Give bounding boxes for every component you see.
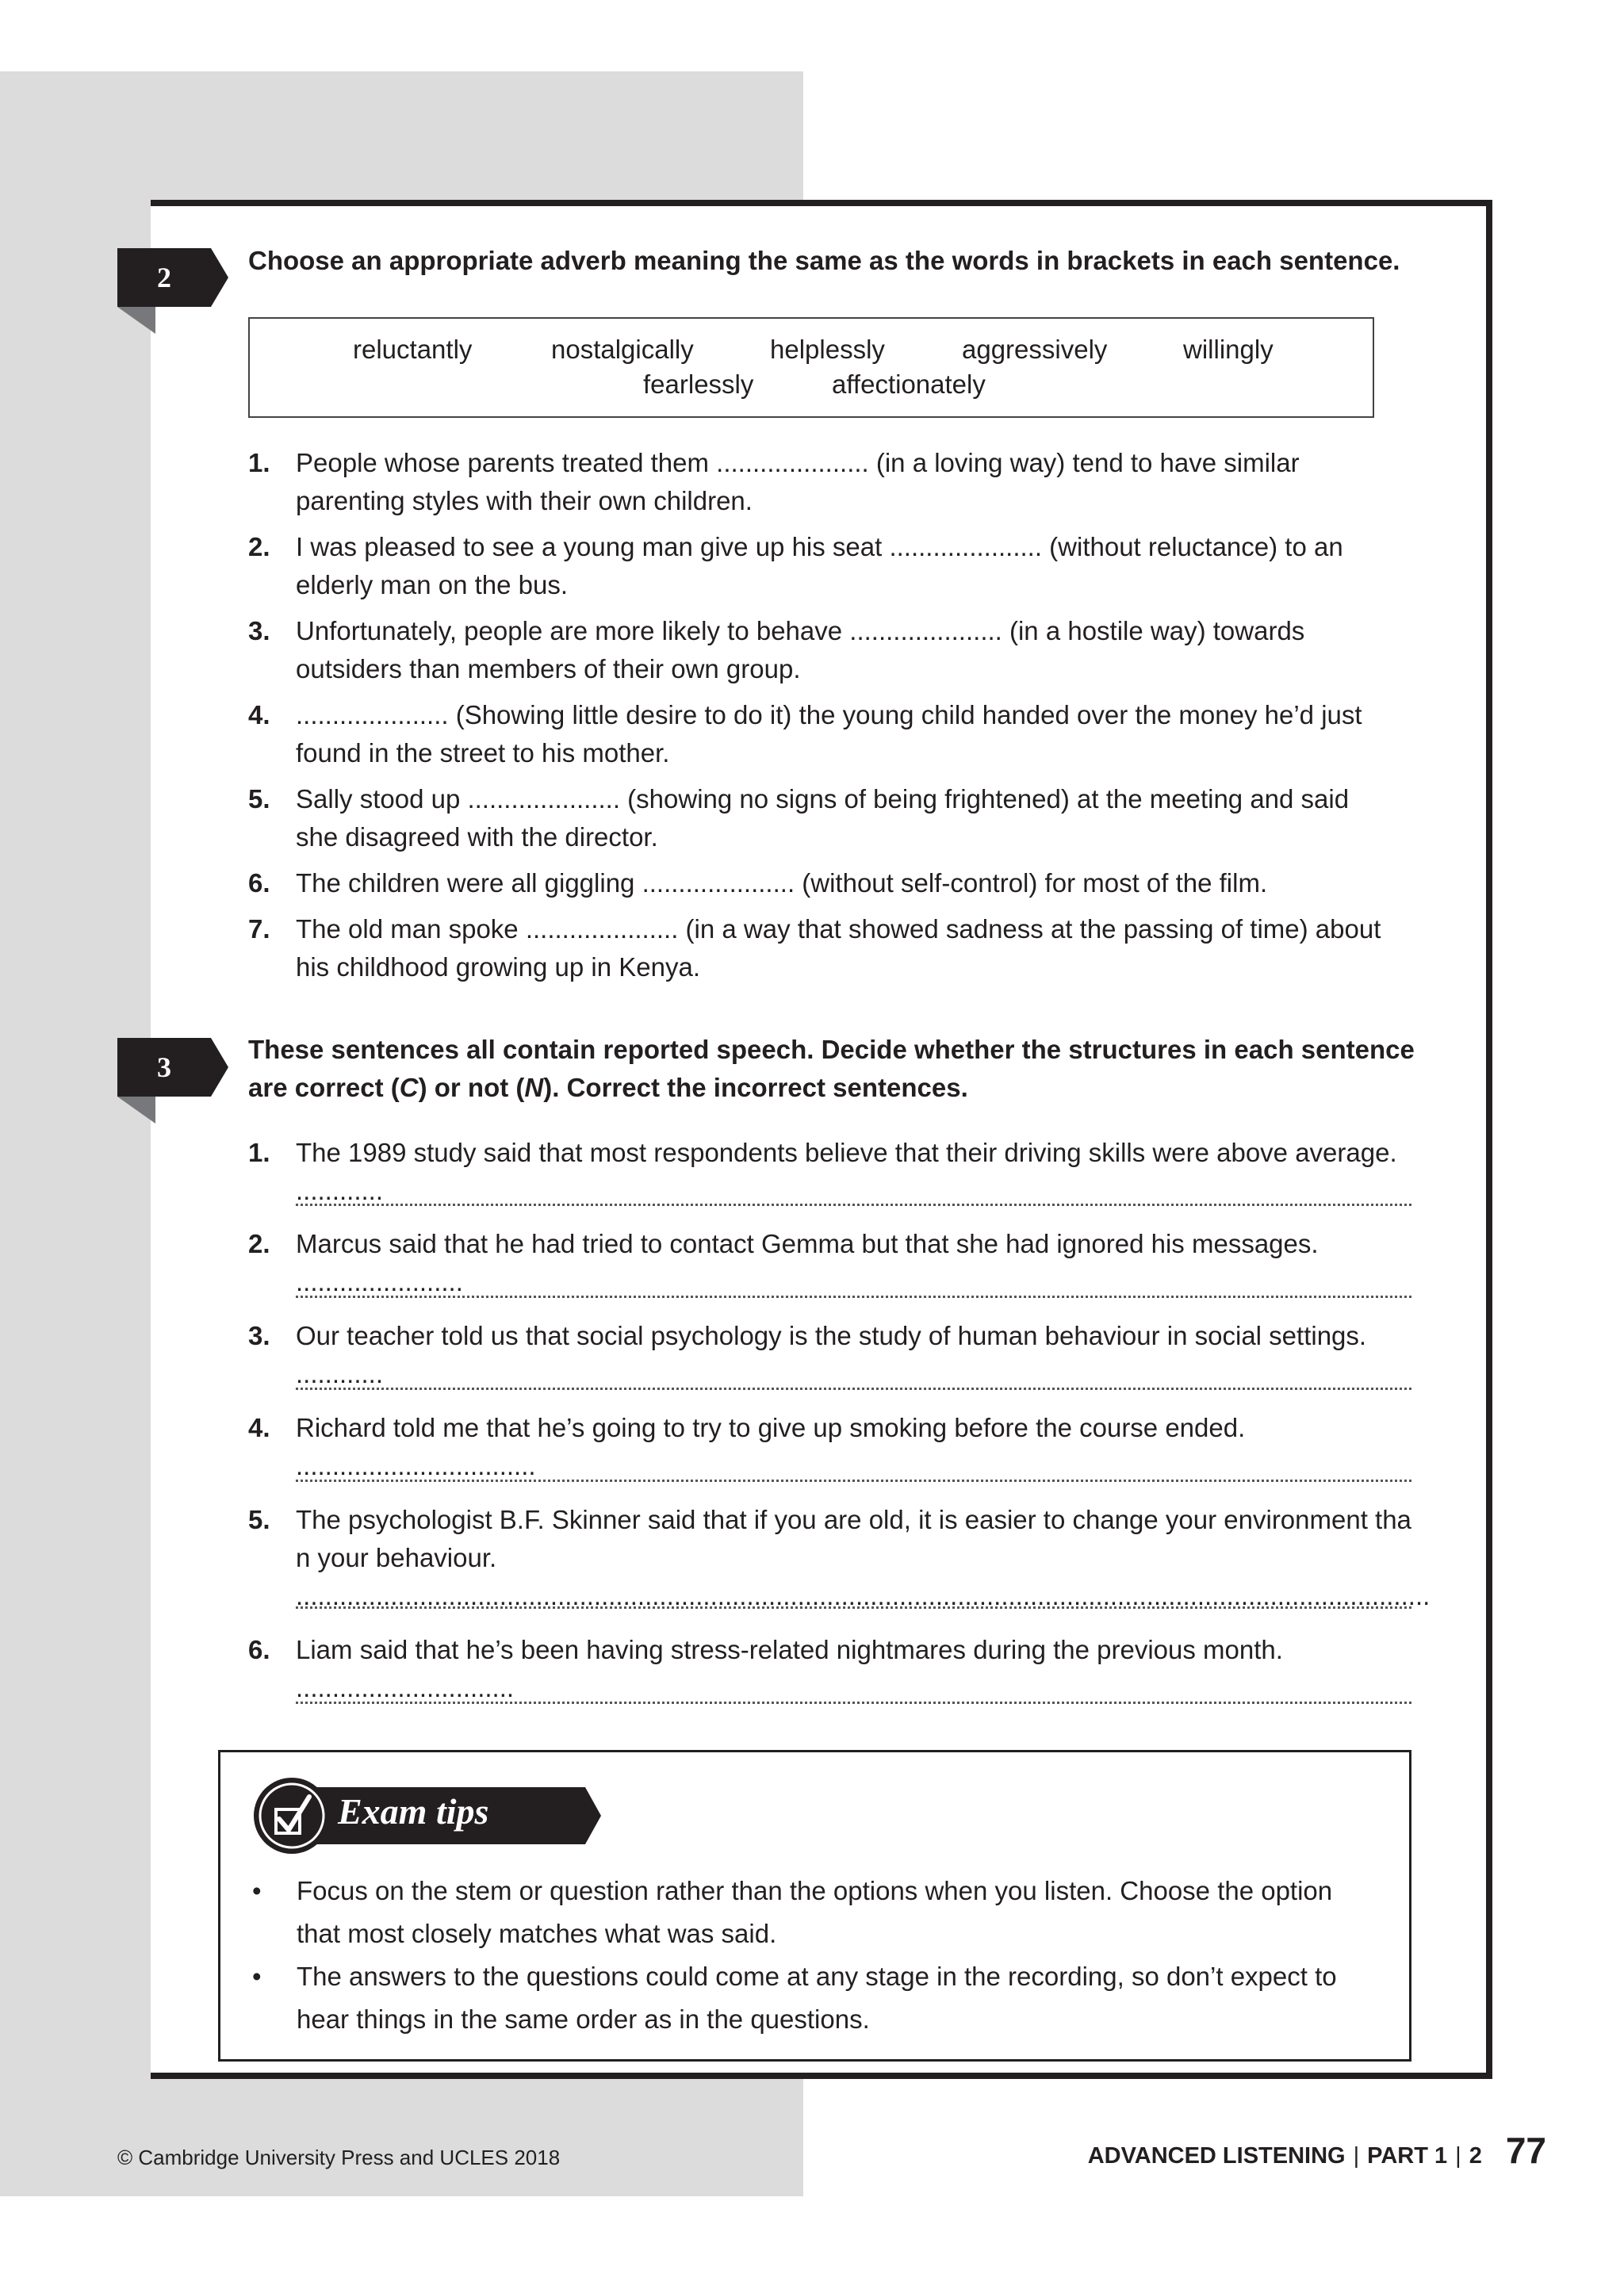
tip-text: The answers to the questions could come at any stage in the recording, so don’t expect to hear things in the same order as in the questions. (297, 1962, 1337, 2034)
exercise-2-item (248, 780, 1382, 856)
copyright-notice: © Cambridge University Press and UCLES 2018 (117, 2146, 561, 2169)
exercise-3-item (248, 1225, 1422, 1301)
word-option: reluctantly (353, 335, 473, 364)
tip-text: Focus on the stem or question rather than the options when you listen. Choose the option that most closely matches what was said. (297, 1876, 1333, 1948)
instruction-text: ) or not ( (418, 1073, 525, 1102)
answer-line[interactable] (296, 1606, 1411, 1609)
item-text: The old man spoke ..................... (in a way that showed sadness at the passing of time) about his childhood growing up in Kenya. (296, 914, 1381, 982)
word-option: affectionately (832, 369, 986, 399)
word-box (248, 317, 1374, 418)
exam-tip-bullet (252, 1955, 1378, 2041)
exercise-3-item (248, 1409, 1422, 1485)
item-text: ..................... (Showing little desire to do it) the young child handed over the money he’d just found in the street to his mother. (296, 700, 1362, 768)
exercise-3-item (248, 1134, 1422, 1210)
word-option: helplessly (770, 335, 885, 364)
item-number: 2. (248, 1229, 270, 1258)
page-number: 77 (1505, 2130, 1546, 2171)
item-text: The psychologist B.F. Skinner said that if you are old, it is easier to change your environment than your behaviour. ............................................................................................................................................................ (296, 1505, 1431, 1610)
instruction-text: ). Correct the incorrect sentences. (543, 1073, 968, 1102)
item-text: Our teacher told us that social psychology is the study of human behaviour in social settings. ............ (296, 1321, 1367, 1388)
item-text: People whose parents treated them ..................... (in a loving way) tend to have similar parenting styles with their own children. (296, 448, 1300, 515)
running-footer (1088, 2129, 1546, 2172)
answer-line[interactable] (296, 1480, 1411, 1482)
part-label: PART 1 (1367, 2143, 1448, 2169)
section-number: 2 (1469, 2143, 1482, 2169)
instruction-code-c: C (399, 1073, 419, 1102)
exercise-2-item (248, 864, 1382, 902)
answer-line[interactable] (296, 1204, 1411, 1206)
word-option: willingly (1183, 335, 1274, 364)
instruction-text: These sentences all contain reported speech. Decide whether the structures in each sentence are correct ( (248, 1035, 1415, 1102)
instruction-code-n: N (524, 1073, 544, 1102)
item-number: 4. (248, 1413, 270, 1442)
item-number: 5. (248, 784, 270, 814)
exercise-2-item (248, 528, 1382, 604)
exercise-3-tag (117, 1038, 228, 1097)
answer-line[interactable] (296, 1702, 1411, 1704)
item-number: 7. (248, 914, 270, 944)
exercise-2-item (248, 910, 1382, 986)
item-number: 3. (248, 1321, 270, 1350)
item-number: 5. (248, 1505, 270, 1534)
exercise-number: 2 (157, 262, 171, 293)
answer-line[interactable] (296, 1388, 1411, 1390)
separator: | (1455, 2143, 1461, 2169)
exam-tip-bullet (252, 1870, 1378, 1955)
book-title: ADVANCED LISTENING (1087, 2143, 1346, 2169)
bullet-dot: • (252, 1962, 262, 1991)
item-text: Richard told me that he’s going to try to give up smoking before the course ended. ................................. (296, 1413, 1246, 1480)
exercise-3-item (248, 1631, 1422, 1707)
item-number: 1. (248, 448, 270, 477)
exercise-2-item (248, 612, 1382, 688)
exam-tips-title: Exam tips (338, 1791, 489, 1832)
item-text: Unfortunately, people are more likely to behave ..................... (in a hostile way) towards outsiders than members of their own group. (296, 616, 1305, 683)
exercise-2-item (248, 696, 1390, 772)
exercise-2-item (248, 444, 1382, 520)
exercise-number: 3 (157, 1051, 171, 1083)
exam-tips-header (252, 1776, 601, 1855)
exercise-3-item (248, 1501, 1431, 1615)
item-text: Marcus said that he had tried to contact Gemma but that she had ignored his messages. ....................... (296, 1229, 1319, 1296)
item-text: Sally stood up ..................... (showing no signs of being frightened) at the meeting and said she disagreed with the director. (296, 784, 1350, 852)
item-number: 4. (248, 700, 270, 729)
item-text: Liam said that he’s been having stress-related nightmares during the previous month. .............................. (296, 1635, 1283, 1702)
exercise-2-instruction: Choose an appropriate adverb meaning the same as the words in brackets in each sentence. (248, 246, 1400, 275)
item-number: 3. (248, 616, 270, 645)
exam-tips-box (218, 1750, 1411, 2062)
word-option: fearlessly (643, 369, 754, 399)
answer-line[interactable] (296, 1296, 1411, 1298)
exercise-3-instruction (248, 1031, 1422, 1107)
item-text: I was pleased to see a young man give up his seat ..................... (without reluctance) to an elderly man on the bus. (296, 532, 1343, 599)
word-option: aggressively (962, 335, 1108, 364)
word-option: nostalgically (551, 335, 694, 364)
separator: | (1353, 2143, 1360, 2169)
exercise-2-tag (117, 248, 228, 307)
item-number: 2. (248, 532, 270, 561)
item-text: The 1989 study said that most respondents believe that their driving skills were above average. ............ (296, 1138, 1397, 1205)
bullet-dot: • (252, 1876, 262, 1905)
item-text: The children were all giggling ..................... (without self-control) for most of the film. (296, 868, 1268, 898)
item-number: 6. (248, 1635, 270, 1664)
item-number: 1. (248, 1138, 270, 1167)
exercise-3-item (248, 1317, 1422, 1393)
item-number: 6. (248, 868, 270, 898)
